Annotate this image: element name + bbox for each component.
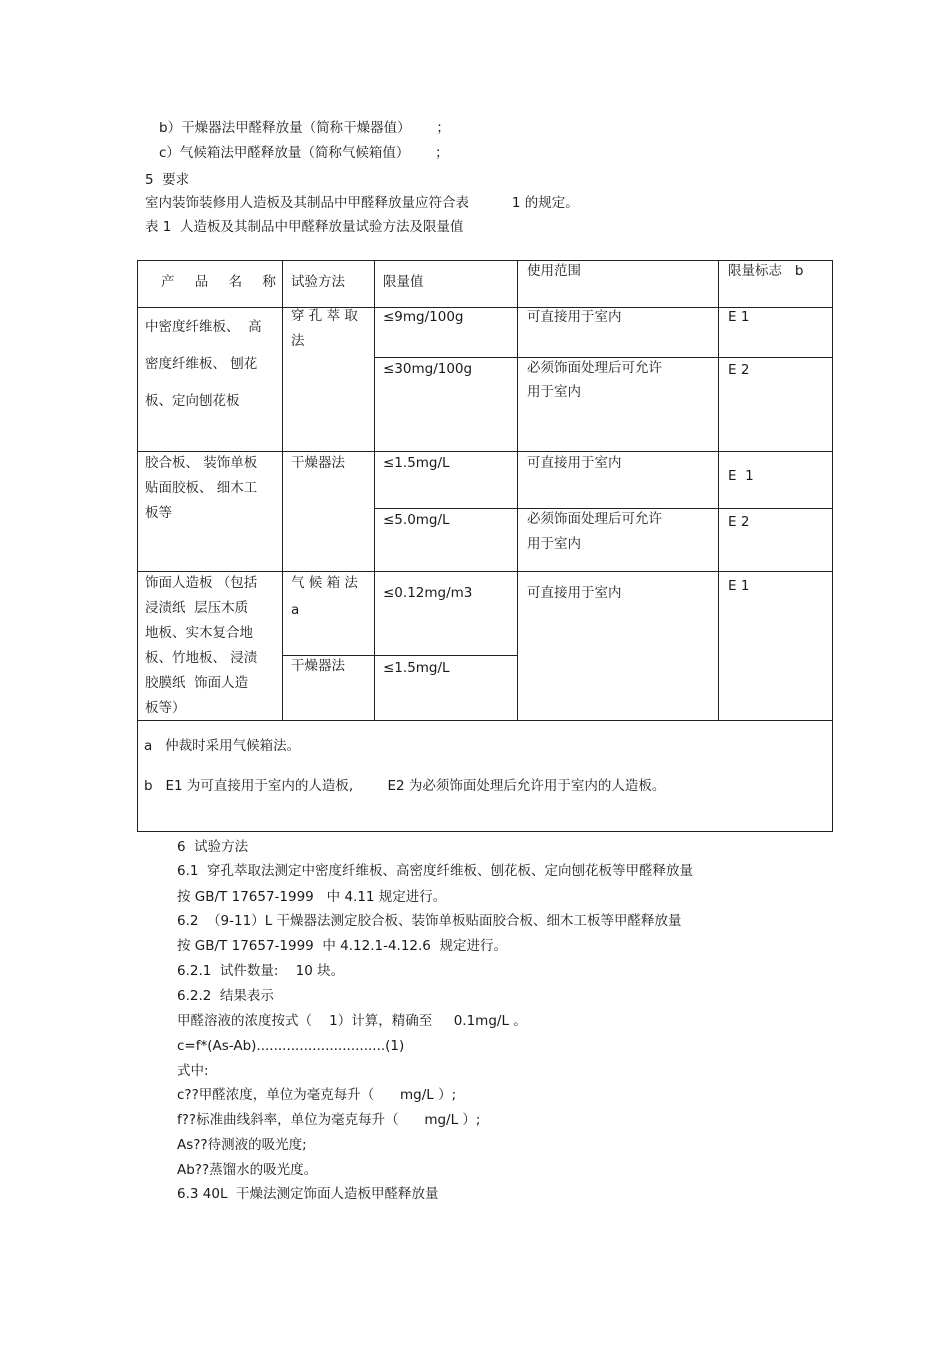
- group3-product: 胶膜纸 饰面人造: [145, 675, 249, 691]
- group2-product: 胶合板、 装饰单板: [145, 455, 258, 471]
- group3-scope: 可直接用于室内: [527, 585, 622, 601]
- group1-row1-mark: E 1: [728, 309, 750, 325]
- group1-method: 法: [291, 333, 305, 349]
- group2-product: 贴面胶板、 细木工: [145, 480, 258, 496]
- header-limit-mark: 限量标志 b: [728, 263, 804, 279]
- body-text: 按 GB/T 17657-1999 中 4.12.1-4.12.6 规定进行。: [177, 938, 507, 954]
- group1-product: 板、定向刨花板: [145, 393, 240, 409]
- group3-product: 饰面人造板 （包括: [145, 575, 258, 591]
- body-text: 甲醛溶液的浓度按式（ 1）计算，精确至 0.1mg/L 。: [177, 1013, 527, 1029]
- formula: c=f*(As-Ab)..............................(1): [177, 1038, 405, 1054]
- group1-product: 中密度纤维板、 高: [145, 319, 262, 335]
- col-divider: [282, 261, 283, 721]
- group3-product: 板、竹地板、 浸渍: [145, 650, 258, 666]
- table-note-b: b E1 为可直接用于室内的人造板, E2 为必须饰面处理后允许用于室内的人造板。: [144, 778, 666, 794]
- row-divider: [138, 571, 832, 572]
- group2-row2-scope: 必须饰面处理后可允许: [527, 511, 662, 527]
- group2-row1-scope: 可直接用于室内: [527, 455, 622, 471]
- section-5-heading: 5 要求: [145, 172, 190, 188]
- list-item-b: b）干燥器法甲醛释放量（简称干燥器值） ；: [159, 120, 450, 136]
- group1-row2-scope: 必须饰面处理后可允许: [527, 360, 662, 376]
- group3-mark: E 1: [728, 578, 750, 594]
- header-product-name: 产 品 名 称: [161, 274, 284, 290]
- group2-row1-mark: E 1: [728, 468, 754, 484]
- group3-method-climate: a: [291, 602, 300, 618]
- group1-row1-scope: 可直接用于室内: [527, 309, 622, 325]
- body-text: 6.1 穿孔萃取法测定中密度纤维板、高密度纤维板、刨花板、定向刨花板等甲醛释放量: [177, 863, 694, 879]
- group3-limit-desiccator: ≤1.5mg/L: [383, 660, 450, 676]
- row-divider: [138, 720, 832, 721]
- body-text: As??待测液的吸光度;: [177, 1137, 307, 1153]
- header-scope: 使用范围: [527, 263, 581, 279]
- group2-row1-limit: ≤1.5mg/L: [383, 455, 450, 471]
- section-5-text: 室内装饰装修用人造板及其制品中甲醛释放量应符合表 1 的规定。: [145, 195, 579, 211]
- formaldehyde-limit-table: [137, 260, 833, 832]
- group3-method-climate: 气 候 箱 法: [291, 575, 358, 591]
- body-text: 按 GB/T 17657-1999 中 4.11 规定进行。: [177, 889, 447, 905]
- group3-product: 板等）: [145, 700, 186, 716]
- body-text: 6.3 40L 干燥法测定饰面人造板甲醛释放量: [177, 1186, 439, 1202]
- col-divider: [718, 261, 719, 721]
- body-text: 式中:: [177, 1063, 209, 1079]
- row-divider: [374, 357, 832, 358]
- body-text: Ab??蒸馏水的吸光度。: [177, 1162, 318, 1178]
- table-note-a: a 仲裁时采用气候箱法。: [144, 738, 301, 754]
- group1-row2-mark: E 2: [728, 362, 750, 378]
- group1-row2-limit: ≤30mg/100g: [383, 361, 473, 377]
- group3-product: 浸渍纸 层压木质: [145, 600, 249, 616]
- group3-product: 地板、实木复合地: [145, 625, 253, 641]
- body-text: 6.2.2 结果表示: [177, 988, 274, 1004]
- header-test-method: 试验方法: [291, 274, 345, 290]
- group2-row2-scope: 用于室内: [527, 536, 581, 552]
- row-divider: [138, 451, 832, 452]
- group2-row2-limit: ≤5.0mg/L: [383, 512, 450, 528]
- header-limit-value: 限量值: [383, 274, 424, 290]
- table-caption: 表 1 人造板及其制品中甲醛释放量试验方法及限量值: [145, 219, 464, 235]
- section-6-heading: 6 试验方法: [177, 839, 249, 855]
- col-divider: [517, 261, 518, 721]
- list-item-c: c）气候箱法甲醛释放量（简称气候箱值） ；: [159, 145, 449, 161]
- group3-limit-climate: ≤0.12mg/m3: [383, 585, 473, 601]
- body-text: 6.2 （9-11）L 干燥器法测定胶合板、装饰单板贴面胶合板、细木工板等甲醛释放量: [177, 913, 682, 929]
- group2-method: 干燥器法: [291, 455, 345, 471]
- body-text: c??甲醛浓度，单位为毫克每升（ mg/L ）;: [177, 1087, 457, 1103]
- group1-row2-scope: 用于室内: [527, 384, 581, 400]
- group3-method-desiccator: 干燥器法: [291, 658, 345, 674]
- group1-method: 穿 孔 萃 取: [291, 308, 358, 324]
- group2-product: 板等: [145, 505, 172, 521]
- group1-product: 密度纤维板、 刨花: [145, 356, 258, 372]
- group1-row1-limit: ≤9mg/100g: [383, 309, 464, 325]
- group2-row2-mark: E 2: [728, 514, 750, 530]
- body-text: f??标准曲线斜率，单位为毫克每升（ mg/L ）;: [177, 1112, 481, 1128]
- row-divider: [374, 508, 832, 509]
- row-divider: [282, 655, 518, 656]
- col-divider: [374, 261, 375, 721]
- body-text: 6.2.1 试件数量: 10 块。: [177, 963, 345, 979]
